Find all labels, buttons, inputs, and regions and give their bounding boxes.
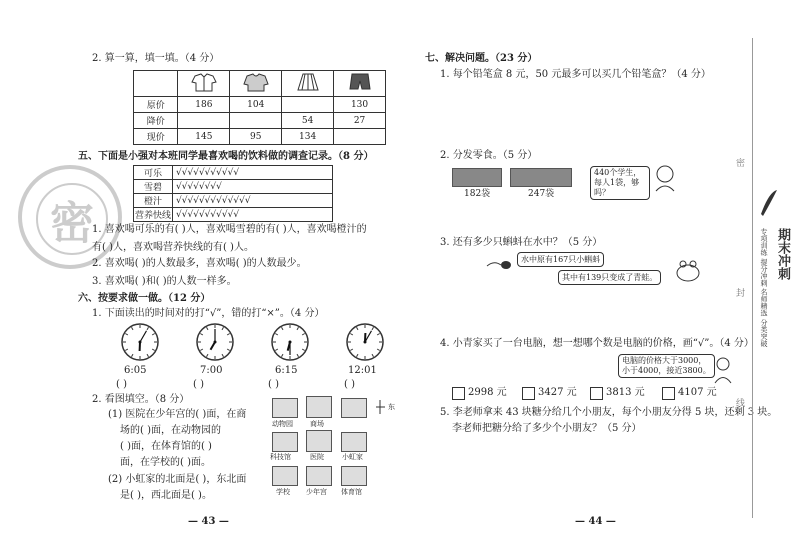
row-label: 现价 (134, 129, 178, 145)
q7-title: 七、解决问题。（23 分） (425, 53, 538, 64)
clock-tick (125, 334, 128, 336)
clock-reading: 6:05 (124, 365, 147, 376)
price-option-label: 4107 元 (678, 387, 717, 398)
building-gym-icon (341, 466, 367, 486)
q7-3: 3. 还有多少只蝌蚪在水中？（5 分） (440, 237, 603, 248)
clock-tick (357, 354, 359, 357)
building-label: 体育馆 (341, 488, 362, 496)
clock-tick (207, 327, 209, 330)
drink-ticks: √√√√√√√√√√√√√ (173, 194, 333, 208)
snack-speech-bubble: 440个学生，每人1袋，够吗？ (590, 166, 650, 200)
building-zoo-icon (272, 398, 298, 418)
drink-ticks: √√√√√√√√√√√ (173, 208, 333, 222)
cell (178, 113, 230, 129)
clock-tick (350, 349, 353, 351)
price-table (133, 70, 386, 145)
clock-tick (302, 334, 305, 336)
q6-2-1b: 场的( )面，在动物园的 (120, 425, 221, 436)
q5-1: 1. 喜欢喝可乐的有( )人，喜欢喝雪碧的有( )人，喜欢喝橙汁的 (92, 224, 367, 235)
answer-parens: ( ) (268, 379, 279, 390)
cell: 54 (282, 113, 334, 129)
q6-2-1a: (1) 医院在少年宫的( )面，在商 (108, 409, 247, 420)
q6-2-2b: 是( )，西北面是( )。 (120, 490, 212, 501)
snack-boxes-image (452, 168, 502, 187)
teacher-figure-icon (652, 164, 678, 192)
price-option-checkbox[interactable] (662, 387, 675, 400)
seal-char: 密 (734, 158, 744, 167)
clock-reading: 12:01 (348, 365, 377, 376)
price-option-label: 3813 元 (606, 387, 645, 398)
clock-tick (275, 349, 278, 351)
cell: 145 (178, 129, 230, 145)
drink-ticks: √√√√√√√√ (173, 180, 333, 194)
computer-hint-2: 小于4000，接近3800。 (622, 366, 711, 375)
building-mall-icon (306, 396, 332, 418)
compass-icon (373, 398, 389, 416)
clothing-skirt-icon (282, 71, 334, 97)
building-hospital-icon (306, 430, 332, 452)
clothing-jacket-icon (178, 71, 230, 97)
q5-title: 五、下面是小强对本班同学最喜欢喝的饮料做的调查记录。（8 分） (78, 151, 374, 162)
tadpole-bubble-2: 其中有139只变成了青蛙。 (558, 270, 661, 285)
drink-label: 雪碧 (134, 180, 173, 194)
q6-2-2a: (2) 小虹家的北面是( )，东北面 (108, 474, 247, 485)
clock-center (364, 341, 367, 344)
snack-count: 247袋 (528, 189, 555, 199)
clock-center (139, 341, 142, 344)
clock-tick (147, 327, 149, 330)
clock-tick (132, 354, 134, 357)
snack-boxes-image (510, 168, 572, 187)
snack-count: 182袋 (464, 189, 491, 199)
header-blank (134, 71, 178, 97)
cell (334, 129, 386, 145)
cell: 130 (334, 97, 386, 113)
clock-tick (297, 327, 299, 330)
frog-icon (675, 258, 701, 282)
cell: 27 (334, 113, 386, 129)
clock-tick (207, 354, 209, 357)
page-number: — 44 — (575, 516, 616, 527)
clock-tick (147, 354, 149, 357)
row-label: 原价 (134, 97, 178, 113)
price-option-checkbox[interactable] (522, 387, 535, 400)
clothing-sweater-icon (230, 71, 282, 97)
clock-tick (200, 334, 203, 336)
price-option-checkbox[interactable] (452, 387, 465, 400)
cell (282, 97, 334, 113)
q7-1: 1. 每个铅笔盒 8 元，50 元最多可以买几个铅笔盒？（4 分） (440, 69, 711, 80)
clock-tick (377, 334, 380, 336)
building-label: 小虹家 (342, 453, 363, 461)
page-number: — 43 — (188, 516, 229, 527)
clock-tick (132, 327, 134, 330)
clock-center (214, 341, 217, 344)
q7-5b: 李老师把糖分给了多少个小朋友？（5 分） (452, 423, 642, 434)
building-label: 学校 (276, 488, 290, 496)
building-house-icon (341, 398, 367, 418)
clock-tick (350, 334, 353, 336)
drink-label: 营养快线 (134, 208, 173, 222)
clock-tick (152, 334, 155, 336)
clock-tick (297, 354, 299, 357)
stamp-char: 密 (36, 183, 108, 255)
computer-price-bubble (618, 354, 715, 378)
clock-center (289, 341, 292, 344)
tadpole-icon (486, 258, 512, 272)
q7-2: 2. 分发零食。（5 分） (440, 150, 538, 161)
seal-char: 封 (734, 288, 744, 297)
clock-tick (125, 349, 128, 351)
computer-hint-1: 电脑的价格大于3000， (622, 356, 707, 365)
clock-minute-hand (140, 331, 147, 342)
building-youth-palace-icon (306, 466, 332, 486)
q5-3: 3. 喜欢喝( )和( )的人数一样多。 (92, 276, 237, 287)
q6-2-1c: ( )面，在体育馆的( ) (120, 441, 212, 452)
cell: 104 (230, 97, 282, 113)
brand-logo-icon (759, 188, 779, 218)
cell: 134 (282, 129, 334, 145)
building-label: 少年宫 (306, 488, 327, 496)
clock-tick (282, 354, 284, 357)
building-science-icon (272, 432, 298, 452)
clock-face (195, 322, 235, 362)
clock-tick (372, 327, 374, 330)
clock-tick (152, 349, 155, 351)
clock-tick (227, 349, 230, 351)
clock-reading: 7:00 (200, 365, 223, 376)
clock-tick (200, 349, 203, 351)
cell (230, 113, 282, 129)
price-option-label: 2998 元 (468, 387, 507, 398)
binding-sidebar (734, 38, 800, 518)
q2-title: 2. 算一算，填一填。（4 分） (92, 53, 220, 64)
q5-2: 2. 喜欢喝( )的人数最多，喜欢喝( )的人数最少。 (92, 258, 307, 269)
tadpole-bubble-1: 水中原有167只小蝌蚪 (517, 252, 604, 267)
q6-1: 1. 下面读出的时间对的打“√”，错的打“×”。（4 分） (92, 308, 325, 319)
building-home-icon (341, 432, 367, 452)
building-label: 医院 (310, 453, 324, 461)
child-figure-icon (712, 356, 734, 384)
cell: 95 (230, 129, 282, 145)
clock-tick (282, 327, 284, 330)
clock-tick (227, 334, 230, 336)
q6-title: 六、按要求做一做。（12 分） (78, 293, 211, 304)
building-label: 动物园 (272, 420, 293, 428)
building-label: 商场 (310, 420, 324, 428)
q5-1b: 有( )人，喜欢喝营养快线的有( )人。 (92, 242, 254, 253)
compass-east: 东 (388, 403, 395, 411)
drink-label: 可乐 (134, 166, 173, 180)
price-option-label: 3427 元 (538, 387, 577, 398)
drinks-table (133, 165, 333, 222)
clock-face (345, 322, 385, 362)
building-label: 科技馆 (270, 453, 291, 461)
clock-tick (377, 349, 380, 351)
clock-tick (275, 334, 278, 336)
seal-char: 线 (734, 398, 744, 407)
building-school-icon (272, 466, 298, 486)
clothing-shorts-icon (334, 71, 386, 97)
q6-2: 2. 看图填空。（8 分） (92, 394, 190, 405)
brand-slogan: 专项训练 提分冲刺 名师精选 分类突破 (760, 228, 768, 347)
drink-label: 橙汁 (134, 194, 173, 208)
brand-title: 期末冲刺 (775, 228, 790, 280)
clock-face (120, 322, 160, 362)
drink-ticks: √√√√√√√√√√√ (173, 166, 333, 180)
clock-tick (372, 354, 374, 357)
clock-tick (222, 354, 224, 357)
answer-parens: ( ) (344, 379, 355, 390)
q7-4: 4. 小青家买了一台电脑，想一想哪个数是电脑的价格，画“√”。（4 分） (440, 338, 754, 349)
clock-tick (302, 349, 305, 351)
row-label: 降价 (134, 113, 178, 129)
price-option-checkbox[interactable] (590, 387, 603, 400)
clock-tick (357, 327, 359, 330)
clock-tick (222, 327, 224, 330)
q7-5a: 5. 李老师拿来 43 块糖分给几个小朋友，每个小朋友分得 5 块，还剩 3 块。 (440, 407, 778, 418)
answer-parens: ( ) (193, 379, 204, 390)
q6-2-1d: 面，在学校的( )面。 (120, 457, 211, 468)
answer-parens: ( ) (116, 379, 127, 390)
clock-reading: 6:15 (275, 365, 298, 376)
cell: 186 (178, 97, 230, 113)
clock-face (270, 322, 310, 362)
